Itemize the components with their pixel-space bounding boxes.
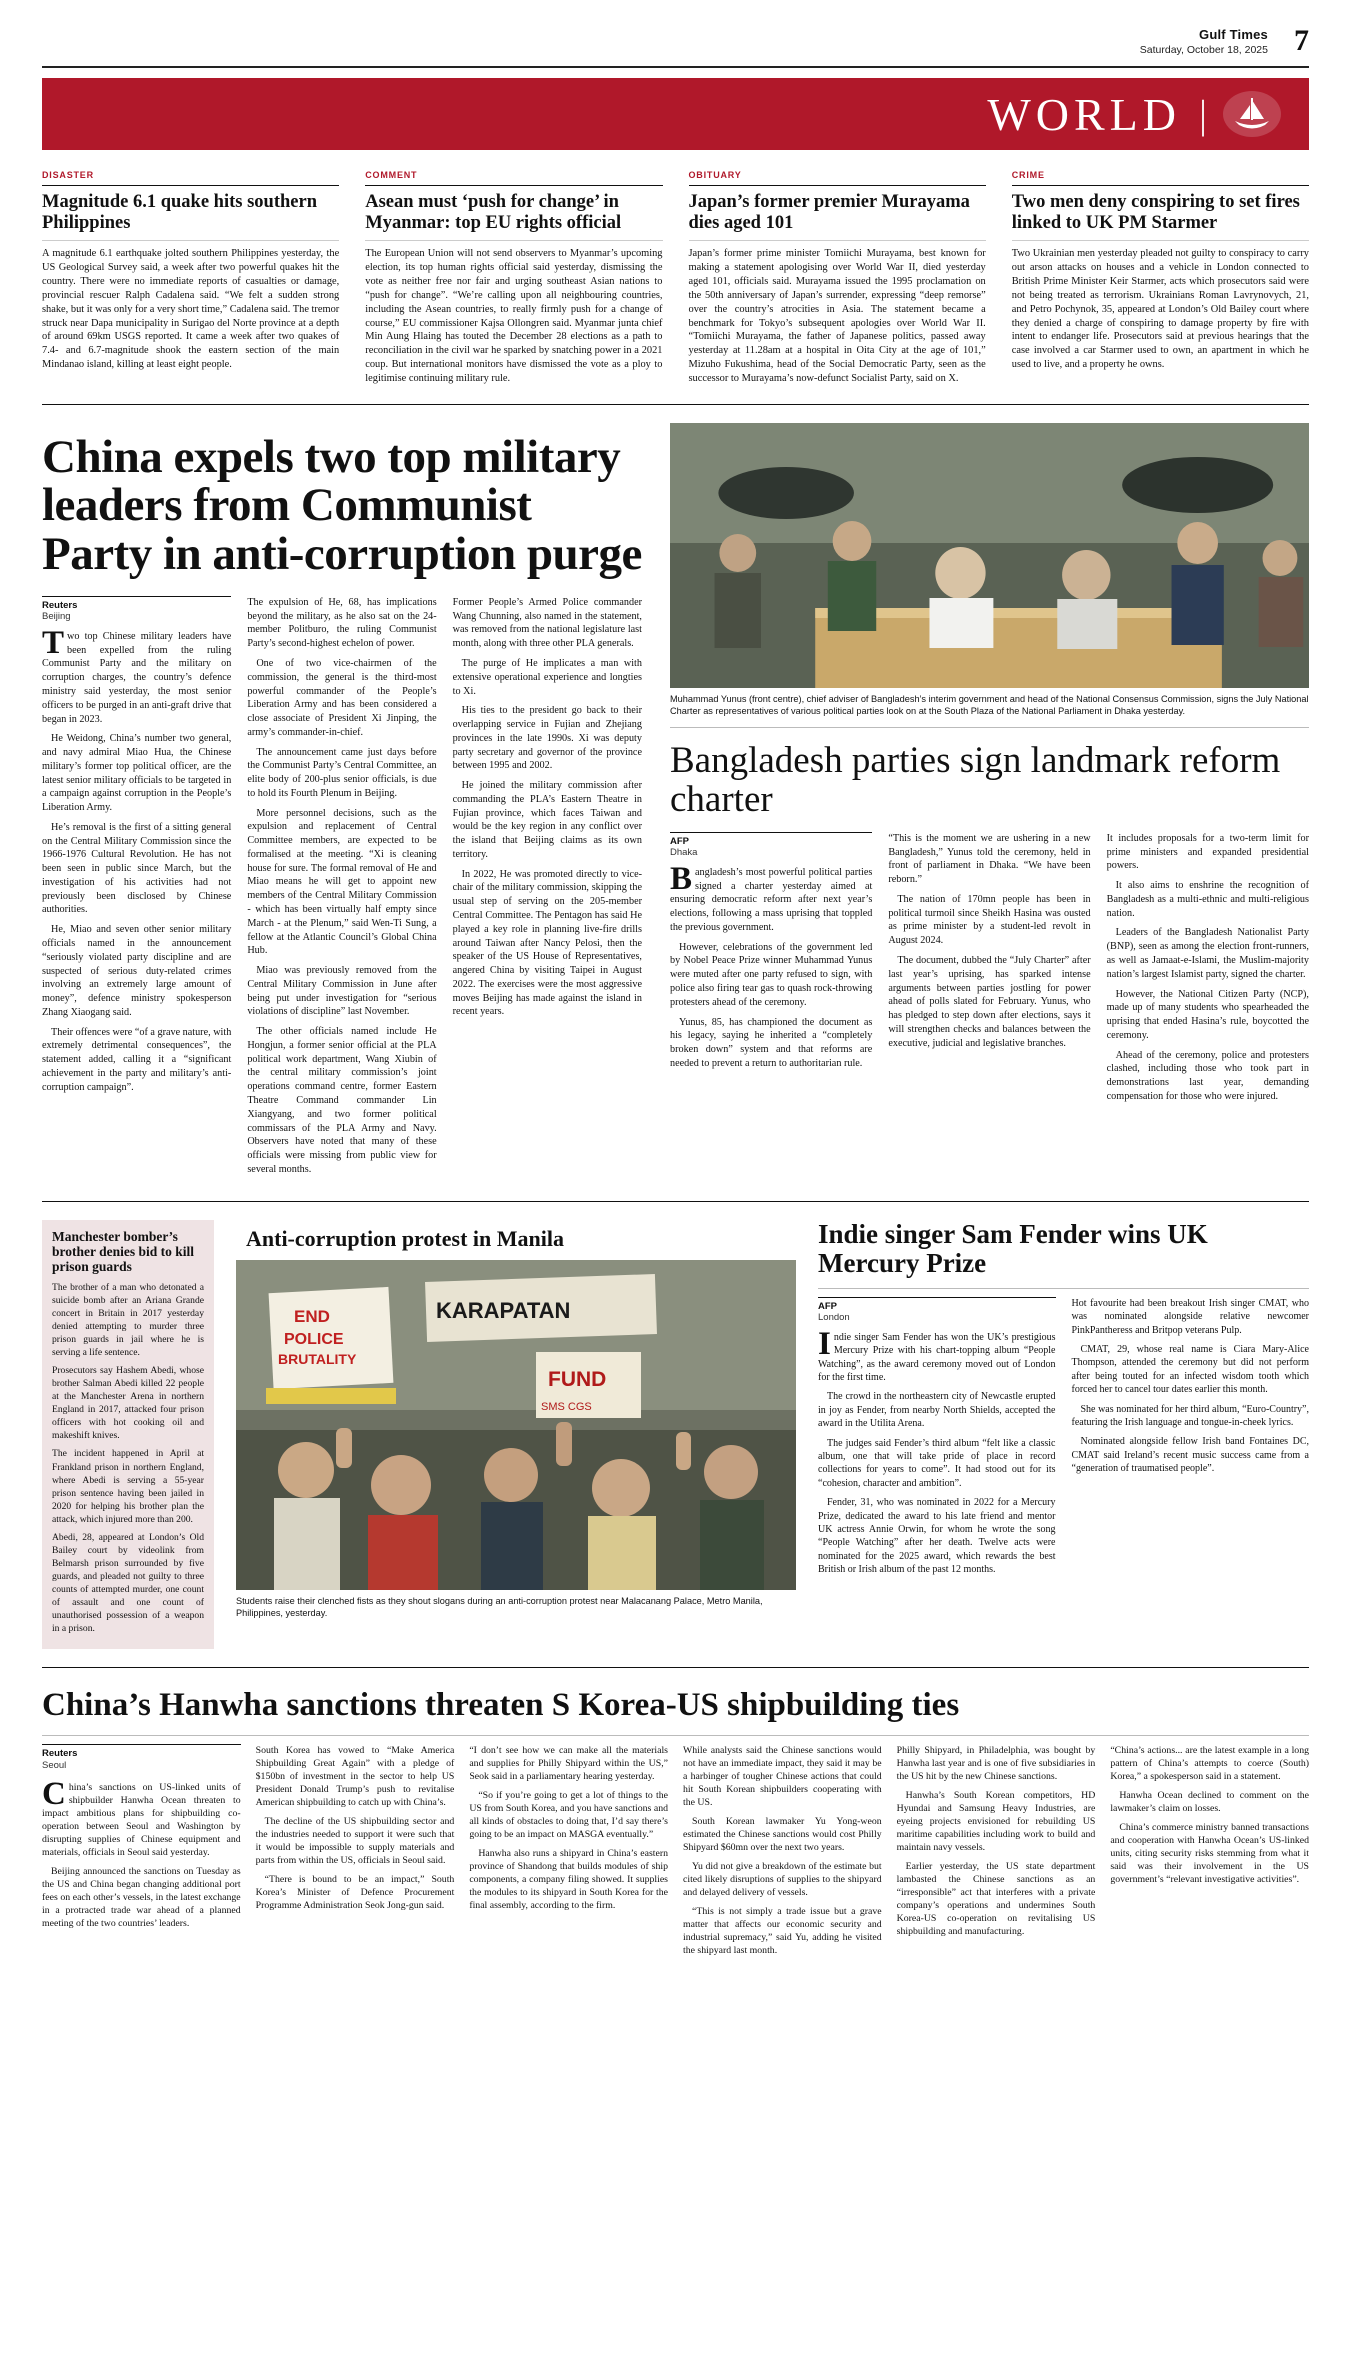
- shipbuilding-paragraph: China’s commerce ministry banned transactions and cooperation with Hanwha Ocean’s US-linked units, citing security risks stemming from what it said was their involvement in the US government’s “relevant investigative activities”.: [1110, 1821, 1309, 1885]
- bangladesh-paragraph: Leaders of the Bangladesh Nationalist Party (BNP), seen as among the election front-runners, as well as Jamaat-e-Islami, the Muslim-majority nation’s largest Islamist party, signed the charter.: [1106, 927, 1309, 980]
- lead-byline: [42, 596, 231, 622]
- lead-dateline: Beijing: [42, 610, 71, 622]
- shipbuilding-paragraph: “There is bound to be an impact,” South Korea’s Minister of Defence Procurement Programme Administration Seok Jong-gun said.: [255, 1873, 455, 1911]
- bangladesh-paragraph: Yunus, 85, has championed the document as his legacy, saying he inherited a “completely broken down” system and that reforms are needed to prevent a return to authoritarian rule.: [670, 1016, 873, 1069]
- shipbuilding-paragraph: “This is not simply a trade issue but a grave matter that affects our economic security and industrial supremacy,” said Yu, adding he visited the shipyard last month.: [683, 1905, 882, 1956]
- lead-photo-caption: Muhammad Yunus (front centre), chief adviser of Bangladesh’s interim government and head of the National Consensus Commission, signs the July National Charter as representatives of various political parties look on at the South Plaza of the National Parliament in Dhaka yesterday.: [670, 693, 1309, 716]
- shipbuilding-paragraph: Hanwha also runs a shipyard in China’s eastern province of Shandong that builds modules of ship components, a company filing showed. It supplies the modules to its shipyard in South Korea for the final assembly, according to the firm.: [469, 1847, 668, 1911]
- indie-dateline: London: [818, 1311, 850, 1323]
- shipbuilding-agency: Reuters: [42, 1747, 78, 1759]
- brief-kicker: CRIME: [1011, 170, 1045, 180]
- lead-paragraph: In 2022, He was promoted directly to vice-chair of the military commission, skipping the usual step of serving on the 205-member Central Committee. The Pentagon has said He played a key role in planning live-fire drills around Taiwan after Nancy Pelosi, then the speaker of the US House of Representatives, angered China by visiting Taipei in August 2022. The exercises were the most aggressive moves Beijing has made against the island in recent years.: [452, 868, 642, 1018]
- svg-text:END: END: [294, 1306, 330, 1326]
- brief-headline[interactable]: Magnitude 6.1 quake hits southern Philippines: [42, 192, 317, 233]
- lead-paragraph: Miao was previously removed from the Central Military Commission in June after being put under investigation for “serious violations of discipline” last November.: [247, 965, 437, 1018]
- bangladesh-paragraph: “This is the moment we are ushering in a new Bangladesh,” Yunus told the ceremony, held in front of parliament in Dhaka. “We have been reborn.”: [888, 832, 1091, 886]
- shipbuilding-paragraph: South Korean lawmaker Yu Yong-weon estimated the Chinese sanctions would cost Philly Shipyard $60mn over the next two years.: [683, 1815, 882, 1853]
- bangladesh-paragraph: Bangladesh’s most powerful political parties signed a charter yesterday aimed at ensuring democratic reform after next year’s elections, following a mass uprising that toppled the previous government.: [670, 860, 873, 933]
- manila-protest-photo: [236, 1260, 796, 1590]
- brief-disaster: [42, 170, 339, 386]
- shipbuilding-paragraph: Earlier yesterday, the US state department lambasted the Chinese sanctions as an “irresponsible” act that interferes with a private company’s operations and undermines South Korea-US co-operation on revitalising US shipbuilding and manufacturing.: [896, 1860, 1096, 1937]
- shipbuilding-paragraph: Hanwha Ocean declined to comment on the lawmaker’s claim on losses.: [1110, 1789, 1309, 1814]
- gulf-times-logo: [1223, 91, 1281, 137]
- manchester-paragraph: Prosecutors say Hashem Abedi, whose brother Salman Abedi killed 22 people at the Manchester Arena in northern England in 2017, attacked four prison officers with hot cooking oil and makeshift knives.: [52, 1365, 204, 1442]
- lead-paragraph: His ties to the president go back to their overlapping service in Fujian and Zhejiang provinces in the late 1990s. Xi was deputy party secretary and governor of the province between 1995 and 2002.: [452, 705, 642, 772]
- bangladesh-paragraph: It includes proposals for a two-term limit for prime ministers and expanded presidential powers.: [1106, 832, 1309, 872]
- lead-paragraph: Former People’s Armed Police commander Wang Chunning, also named in the statement, was removed from the national legislature last month, along with three other PLA generals.: [452, 596, 642, 650]
- lead-agency: Reuters: [42, 599, 78, 611]
- brief-crime: [1012, 170, 1309, 386]
- brief-body: Japan’s former prime minister Tomiichi Murayama, best known for making a statement apologising over World War II, died yesterday aged 101, officials said. Murayama issued the 1995 proclamation on the 50th anniversary of Japan’s surrender, expressing “deep remorse” over the country’s atrocities in Asia. The statement became a benchmark for Tokyo’s subsequent apologies over World War II. “Tomiichi Murayama, the father of Japanese politics, passed away yesterday at 11.28am at a hospital in Oita City at the age of 101,” Mizuho Fukushima, head of the Social Democratic Party, seen as the successor to Murayama’s now-defunct Socialist Party, said on X.: [688, 248, 986, 384]
- svg-text:FUND: FUND: [548, 1367, 607, 1391]
- indie-paragraph: CMAT, 29, whose real name is Ciara Mary-Alice Thompson, attended the ceremony but did not perform after being touted for an infected wisdom tooth which forced her to cancel tour dates earlier this month.: [1071, 1344, 1309, 1396]
- shipbuilding-paragraph: The decline of the US shipbuilding sector and the industries needed to support it were such that it would be impossible to supply materials and parts from within the US, officials in Seoul said.: [255, 1815, 455, 1866]
- svg-text:BRUTALITY: BRUTALITY: [278, 1350, 357, 1367]
- indie-paragraph: Indie singer Sam Fender has won the UK’s prestigious Mercury Prize with his chart-topping album “People Watching”, as the award ceremony moved out of London for the first time.: [818, 1325, 1056, 1384]
- indie-block: [818, 1220, 1309, 1650]
- banner-divider: |: [1198, 91, 1207, 137]
- brief-headline[interactable]: Asean must ‘push for change’ in Myanmar: top EU rights official: [365, 192, 622, 233]
- lead-paragraph: The expulsion of He, 68, has implications beyond the military, as he also sat on the 24-member Politburo, the ruling Communist Party’s second-highest echelon of power.: [247, 596, 437, 650]
- svg-text:POLICE: POLICE: [284, 1330, 344, 1348]
- dhaka-charter-photo: [670, 423, 1309, 688]
- indie-headline[interactable]: Indie singer Sam Fender wins UK Mercury Prize: [818, 1218, 1208, 1278]
- mid-section: [42, 1220, 1309, 1650]
- shipbuilding-paragraph: “So if you’re going to get a lot of things to the US from South Korea, and you have sanctions and all kinds of obstacles to doing that, I’d say there’s going to be an impact on MASGA eventually.”: [469, 1789, 668, 1840]
- shipbuilding-paragraph: Yu did not give a breakdown of the estimate but cited likely disruptions of supplies to the shipyard and delayed delivery of vessels.: [683, 1860, 882, 1898]
- masthead: [42, 26, 1309, 62]
- lead-paragraph: The other officials named include He Hongjun, a former senior official at the PLA political work department, Wang Xiubin of the central military commission’s joint operations command centre, former Eastern Theatre Command commander Lin Xiangyang, and two former political commissars of the PLA Army and Navy. Observers have noted that many of these officials were missing from public view for several months.: [247, 1026, 437, 1175]
- indie-paragraph: She was nominated for her third album, “Euro-Country”, featuring the Irish language and tongue-in-cheek lyrics.: [1071, 1403, 1309, 1428]
- bangladesh-paragraph: Ahead of the ceremony, police and protesters clashed, including those who took part in demonstrations last year, demanding compensation for those who were injured.: [1106, 1049, 1309, 1102]
- indie-paragraph: Fender, 31, who was nominated in 2022 for a Mercury Prize, dedicated the award to his late friend and mentor UK actress Annie Orwin, for whom he wrote the song “People Watching” after her death. Twelve acts were nominated for the 2025 award, which rewards the best British or Irish album of the past 12 months.: [818, 1497, 1056, 1576]
- lead-paragraph: He joined the military commission after commanding the PLA’s Eastern Theatre in Fujian province, which faces Taiwan and would be the key region in any conflict over the island that Beijing claims as its own territory.: [452, 780, 642, 860]
- bangladesh-paragraph: However, the National Citizen Party (NCP), made up of many students who spearheaded the uprising that ended Hasina’s rule, boycotted the ceremony.: [1106, 988, 1309, 1041]
- lead-paragraph: He Weidong, China’s number two general, and navy admiral Miao Hua, the Chinese military’s former top political officer, are the latest senior military officials to be targeted in a campaign against corruption in the People’s Liberation Army.: [42, 733, 232, 814]
- indie-paragraph: Hot favourite had been breakout Irish singer CMAT, who was nominated alongside relative newcomer PinkPantheress and Britpop veterans Pulp.: [1071, 1297, 1309, 1336]
- manchester-paragraph: Abedi, 28, appeared at London’s Old Bailey court by videolink from Belmarsh prison surrounded by five guards, and pleaded not guilty to three counts of attempted murder, one count of assault and one count of unauthorised possession of a weapon in a prison.: [52, 1531, 204, 1635]
- lead-paragraph: The purge of He implicates a man with extensive operational experience and longties to Xi.: [452, 658, 642, 697]
- shipbuilding-dateline: Seoul: [42, 1760, 67, 1772]
- shipbuilding-paragraph: “China’s actions... are the latest example in a long pattern of China’s attempts to coerce (South) Korea,” a spokesperson said in a statement.: [1110, 1744, 1309, 1782]
- indie-agency: AFP: [818, 1300, 837, 1312]
- brief-body: Two Ukrainian men yesterday pleaded not guilty to conspiracy to carry out arson attacks on houses and a vehicle in London connected to British Prime Minister Keir Starmer, acts which prosecutors said were not being treated as terrorism. Ukrainians Roman Lavrynovych, 21, and Petro Pochynok, 35, appeared at London’s Old Bailey court where they denied a charge of conspiring to damage property by fire with intent to endanger life. Prosecutors said at previous hearings that the case involved a car Starmer used to own, an apartment in which he used to live, and a property he owns.: [1011, 248, 1309, 371]
- section-divider-3: [42, 1667, 1309, 1668]
- lead-paragraph: Two top Chinese military leaders have been expelled from the ruling Communist Party and the military on corruption charges, the country’s defence ministry said yesterday, the most senior officers to be purged in an anti-graft drive that began in 2023.: [42, 624, 232, 725]
- section-divider-2: [42, 1201, 1309, 1202]
- lead-paragraph: More personnel decisions, such as the expulsion and replacement of Central Committee members, are expected to be formalised at the meeting. “Xi is cleaning house for sure. The formal removal of He and Miao means he will get to appoint new members of the Central Military Commission - which has been virtually half empty since March - at the Plenum,” said Wen-Ti Sung, a fellow at the Atlantic Council’s Global China Hub.: [247, 807, 437, 957]
- lead-paragraph: He’s removal is the first of a sitting general on the Central Military Commission since the 1966-1976 Cultural Revolution. He has not been seen in public since March, but the investigation of his activities had not previously been disclosed by Chinese authorities.: [42, 821, 232, 916]
- shipbuilding-paragraph: Philly Shipyard, in Philadelphia, was bought by Hanwha last year and is one of five subsidiaries in the US hit by the new Chinese sanctions.: [896, 1744, 1096, 1782]
- brief-row: [42, 170, 1309, 386]
- brief-body: The European Union will not send observers to Myanmar’s upcoming election, its top human rights official said yesterday, dismissing the vote as neither free nor fair and urging southeast Asian nations to “push for change”. “We’re calling upon all neighbouring countries, including the Asean countries, to really firmly push for a change of course,” EU commissioner Kajsa Ollongren said. Myanmar junta chief Min Aung Hlaing has touted the December 28 elections as a path to reconciliation in the civil war he sparked by snatching power in a 2021 coup. But international monitors have dismissed the vote as a ploy to legitimise continuing military rule.: [365, 248, 663, 384]
- bangladesh-agency: AFP: [670, 835, 689, 847]
- bangladesh-byline: [670, 832, 872, 858]
- brief-body: A magnitude 6.1 earthquake jolted southern Philippines yesterday, the US Geological Survey said, a week after two powerful quakes hit the country. There were no immediate reports of casualties or damage, provincial rescuer Ralph Cadalena said. “We felt a sudden strong shake, but it was only for a very short time,” Cadalena said. The tremor struck near Dapa municipality in Surigao del Norte province at a depth of around 69km USGS reported. It came a week after two quakes of 7.4- and 6.7-magnitude shook the eastern section of the main Mindanao island, killing at least eight people.: [42, 248, 340, 371]
- bangladesh-paragraph: However, celebrations of the government led by Nobel Peace Prize winner Muhammad Yunus were muted after one party refused to sign, with police also firing tear gas to quash rock-throwing protesters ahead of the ceremony.: [670, 941, 873, 1008]
- manchester-paragraph: The brother of a man who detonated a suicide bomb after an Ariana Grande concert in Britain in 2017 yesterday denied attempting to murder three prison guards in jail where he is serving a life sentence.: [52, 1281, 204, 1359]
- shipbuilding-story: [42, 1688, 1309, 1963]
- section-title: WORLD: [987, 88, 1181, 140]
- manchester-paragraph: The incident happened in April at Frankland prison in northern England, where Abedi is serving a 55-year prison sentence having been jailed in 2020 for helping his brother plan the attack, which injured more than 200.: [52, 1448, 204, 1525]
- indie-paragraph: The judges said Fender’s third album “felt like a classic album, one that will take pride of place in record collections for years to come”. It had stood out for its “cohesion, character and ambition”.: [818, 1437, 1056, 1489]
- protest-title: Anti-corruption protest in Manila: [236, 1220, 796, 1260]
- indie-paragraph: The crowd in the northeastern city of Newcastle erupted in joy as Fender, from nearby North Shields, accepted the award in the Utilita Arena.: [818, 1391, 1056, 1430]
- publication-title: Gulf Times: [1199, 27, 1268, 42]
- lead-story: [42, 423, 642, 1183]
- right-column: [670, 423, 1309, 1183]
- lead-section: [42, 423, 1309, 1183]
- manchester-sidebar: [42, 1220, 214, 1650]
- lead-paragraph: The announcement came just days before the Communist Party’s Central Committee, an elite body of 200-plus senior officials, is due to hold its Fourth Plenum in Beijing.: [247, 746, 437, 799]
- publication-date: Saturday, October 18, 2025: [1139, 44, 1268, 56]
- manchester-headline[interactable]: Manchester bomber’s brother denies bid to kill prison guards: [52, 1228, 195, 1274]
- masthead-rule: [42, 66, 1309, 68]
- section-divider-1: [42, 404, 1309, 405]
- protest-block: [236, 1220, 796, 1650]
- page-number: 7: [1294, 24, 1309, 57]
- brief-headline[interactable]: Two men deny conspiring to set fires linked to UK PM Starmer: [1011, 192, 1300, 233]
- brief-obituary: [689, 170, 986, 386]
- indie-paragraph: Nominated alongside fellow Irish band Fontaines DC, CMAT said Ireland’s recent music success came from a “generation of traumatised people”.: [1071, 1436, 1309, 1475]
- svg-text:SMS CGS: SMS CGS: [541, 1400, 592, 1413]
- bangladesh-dateline: Dhaka: [670, 846, 698, 858]
- lead-paragraph: Their offences were “of a grave nature, with extremely detrimental consequences”, the statement added, calling it a “significant achievement in the party and military’s anti-corruption campaign”.: [42, 1026, 232, 1093]
- brief-kicker: DISASTER: [42, 170, 94, 180]
- shipbuilding-paragraph: Hanwha’s South Korean competitors, HD Hyundai and Samsung Heavy Industries, are eyeing projects envisioned for rebuilding US maritime capabilities including work to build and maintain navy vessels.: [896, 1789, 1096, 1853]
- bangladesh-paragraph: The nation of 170mn people has been in political turmoil since Sheikh Hasina was ousted as prime minister by a student-led revolt in August 2024.: [888, 893, 1091, 947]
- shipbuilding-paragraph: “I don’t see how we can make all the materials and supplies for Philly Shipyard within the US,” Seok said in a parliamentary hearing yesterday.: [469, 1744, 668, 1782]
- brief-kicker: COMMENT: [365, 170, 418, 180]
- brief-headline[interactable]: Japan’s former premier Murayama dies aged 101: [688, 192, 970, 233]
- shipbuilding-paragraph: China’s sanctions on US-linked units of shipbuilder Hanwha Ocean threaten to impact ambitious plans for shipbuilding co-operation between Seoul and Washington by disrupting supplies of Chinese equipment and materials, officials in Seoul said yesterday.: [42, 1776, 241, 1859]
- indie-byline: [818, 1297, 1056, 1323]
- bangladesh-paragraph: It also aims to enshrine the recognition of Bangladesh as a multi-ethnic and multi-religious nation.: [1106, 880, 1309, 919]
- protest-photo-caption: Students raise their clenched fists as they shout slogans during an anti-corruption protest near Malacanang Palace, Metro Manila, Philippines, yesterday.: [236, 1595, 763, 1618]
- section-banner: [42, 78, 1309, 150]
- lead-headline[interactable]: China expels two top military leaders from Communist Party in anti-corruption purge: [42, 430, 642, 580]
- svg-text:KARAPATAN: KARAPATAN: [436, 1297, 571, 1323]
- bangladesh-headline[interactable]: Bangladesh parties sign landmark reform charter: [670, 740, 1281, 821]
- brief-comment: [365, 170, 662, 386]
- shipbuilding-paragraph: South Korea has vowed to “Make America Shipbuilding Great Again” with a pledge of $150bn of investment in the sector to help US President Donald Trump’s push to revitalise American shipbuilding to catch up with China’s.: [255, 1744, 455, 1808]
- brief-kicker: OBITUARY: [688, 170, 742, 180]
- shipbuilding-byline: [42, 1744, 241, 1773]
- bangladesh-paragraph: The document, dubbed the “July Charter” after last year’s uprising, has sparked intense arguments between parties jostling for power ahead of polls slated for February. Yunus, who has pledged to step down after elections, says it will strengthen checks and balances between the executive, judicial and legislative branches.: [888, 955, 1091, 1049]
- lead-paragraph: He, Miao and seven other senior military officials named in the announcement “seriously violated party discipline and are suspected of serious duty-related crimes involving an extremely large amount of money”, defence ministry spokesperson Zhang Xiaogang said.: [42, 924, 232, 1018]
- shipbuilding-paragraph: While analysts said the Chinese sanctions would not have an immediate impact, they said it may be a harbinger of tougher Chinese actions that could hit South Korean shipbuilders cooperating with the US.: [683, 1744, 882, 1808]
- shipbuilding-headline[interactable]: China’s Hanwha sanctions threaten S Korea-US shipbuilding ties: [42, 1687, 960, 1724]
- lead-paragraph: One of two vice-chairmen of the commission, the general is the third-most powerful commander of the People’s Liberation Army and has been considered a close associate of President Xi Jinping, the army’s commander-in-chief.: [247, 658, 437, 738]
- shipbuilding-paragraph: Beijing announced the sanctions on Tuesday as the US and China began changing additional port fees on each other’s vessels, in the latest exchange in a protracted trade war ahead of a planned meeting of the two countries’ leaders.: [42, 1866, 241, 1930]
